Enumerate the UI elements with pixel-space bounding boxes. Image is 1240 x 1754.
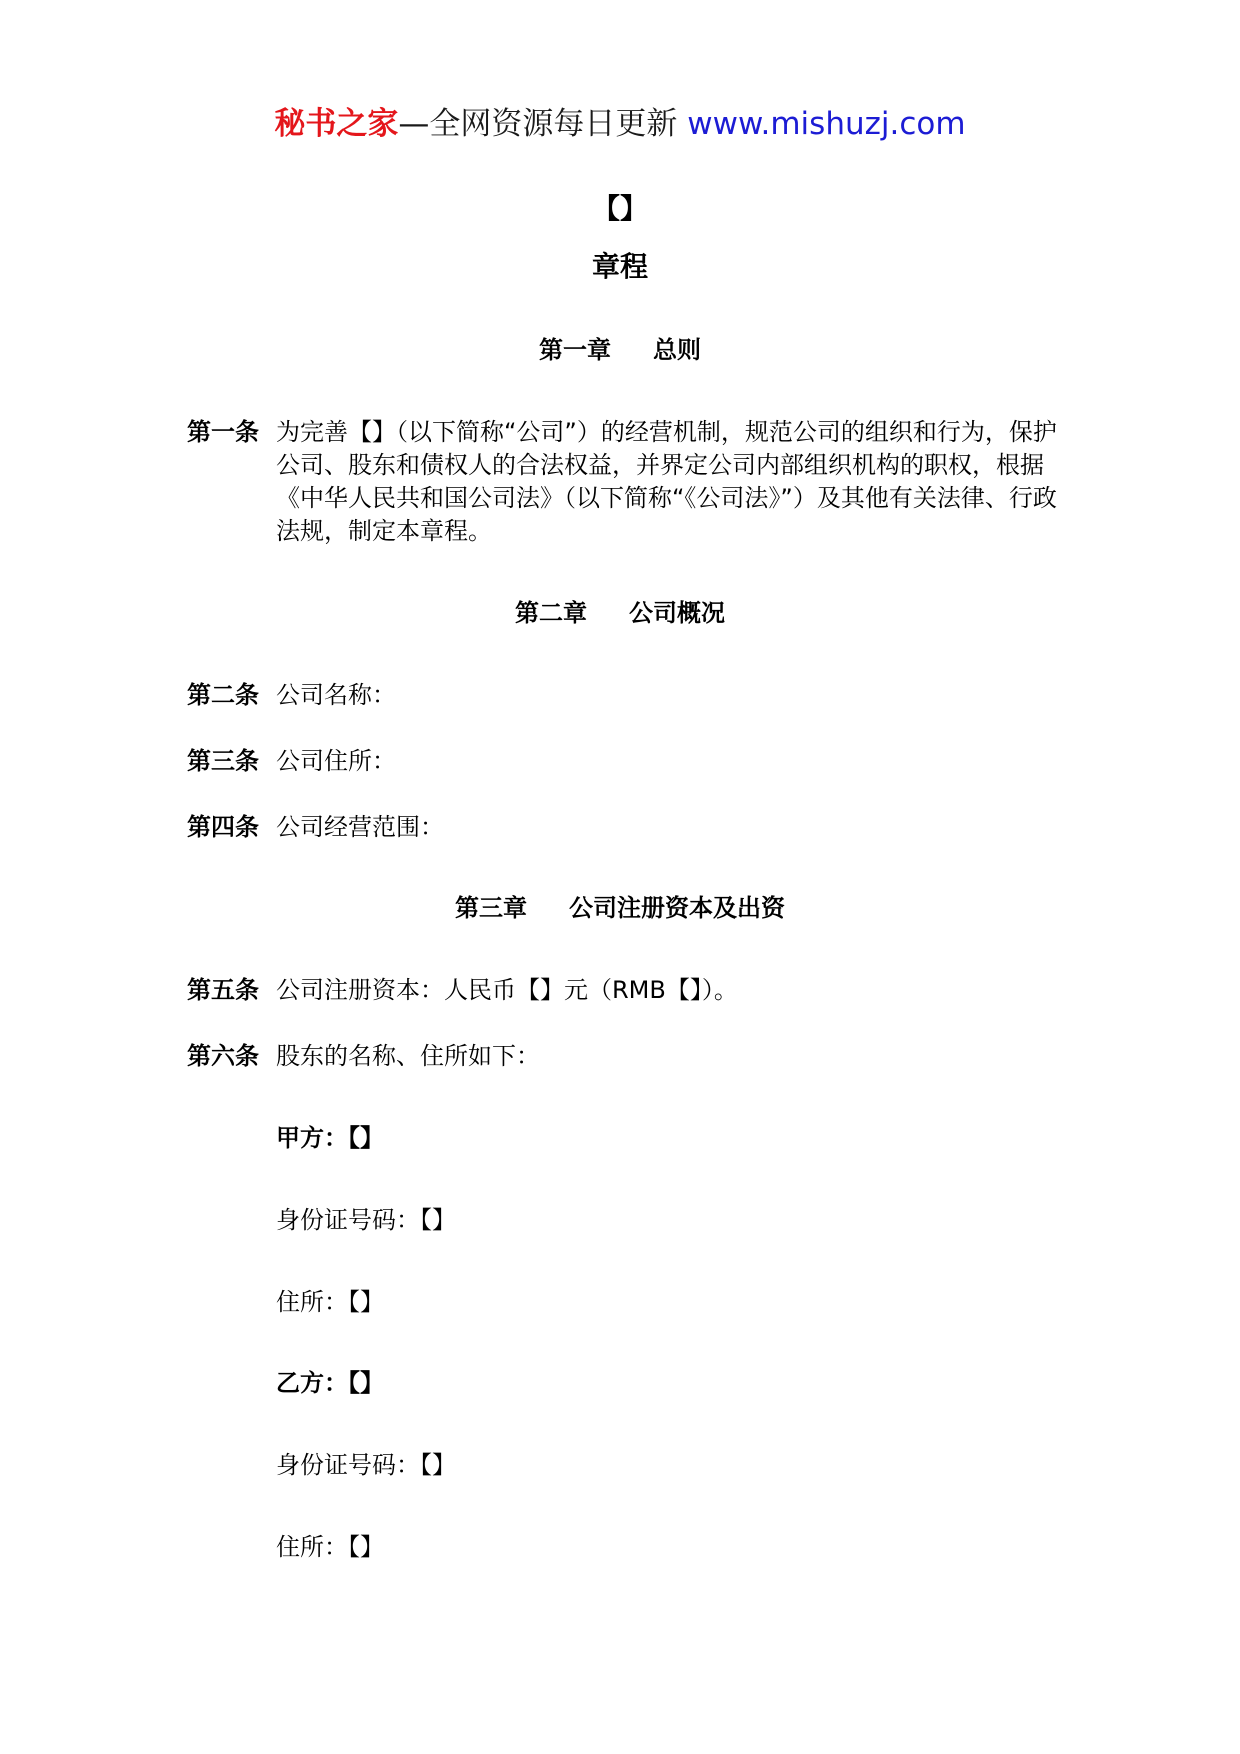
article-3 <box>187 745 1087 778</box>
chapter-number: 第三章 <box>455 894 527 922</box>
article-label: 第二条 <box>187 681 259 709</box>
company-name-placeholder: 【】 <box>591 192 648 225</box>
site-link[interactable]: www.mishuzj.com <box>687 106 966 142</box>
article-label: 第六条 <box>187 1042 259 1070</box>
chapter-title: 公司概况 <box>629 599 725 627</box>
article-label: 第一条 <box>187 418 259 446</box>
article-text: 公司住所： <box>276 747 396 775</box>
article-text: 公司名称： <box>276 681 396 709</box>
party-b-address: 住所：【】 <box>276 1533 384 1561</box>
party-b-id: 身份证号码：【】 <box>276 1451 456 1479</box>
party-a-id: 身份证号码：【】 <box>276 1206 456 1234</box>
chapter-heading-2 <box>0 596 1240 630</box>
article-text: 公司注册资本：人民币【】元（RMB【】）。 <box>276 976 738 1004</box>
chapter-number: 第二章 <box>515 599 587 627</box>
article-label: 第四条 <box>187 813 259 841</box>
chapter-heading-1 <box>0 333 1240 367</box>
article-label: 第五条 <box>187 976 259 1004</box>
chapter-title: 总则 <box>653 336 701 364</box>
article-6 <box>187 1040 1087 1073</box>
chapter-number: 第一章 <box>539 336 611 364</box>
brand-name: 秘书之家 <box>274 106 399 142</box>
banner-slogan: —全网资源每日更新 <box>398 106 678 142</box>
article-text: 公司经营范围： <box>276 813 444 841</box>
article-4 <box>187 811 1087 844</box>
party-a-name: 甲方：【】 <box>276 1124 384 1152</box>
party-a-address: 住所：【】 <box>276 1288 384 1316</box>
article-2 <box>187 679 1087 712</box>
article-text: 股东的名称、住所如下： <box>276 1042 540 1070</box>
article-text: 为完善【】（以下简称“公司”）的经营机制，规范公司的组织和行为，保护公司、股东和债权人的合法权益，并界定公司内部组织机构的职权，根据《中华人民共和国公司法》（以下简称“《公司法》”）及其他有关法律、行政法规，制定本章程。 <box>276 418 1057 545</box>
article-1 <box>187 416 1087 548</box>
site-banner <box>0 102 1240 146</box>
chapter-title: 公司注册资本及出资 <box>569 894 785 922</box>
article-label: 第三条 <box>187 747 259 775</box>
party-b-name: 乙方：【】 <box>276 1369 384 1397</box>
document-title: 章程 <box>591 250 648 283</box>
chapter-heading-3 <box>0 891 1240 925</box>
article-5 <box>187 974 1087 1007</box>
